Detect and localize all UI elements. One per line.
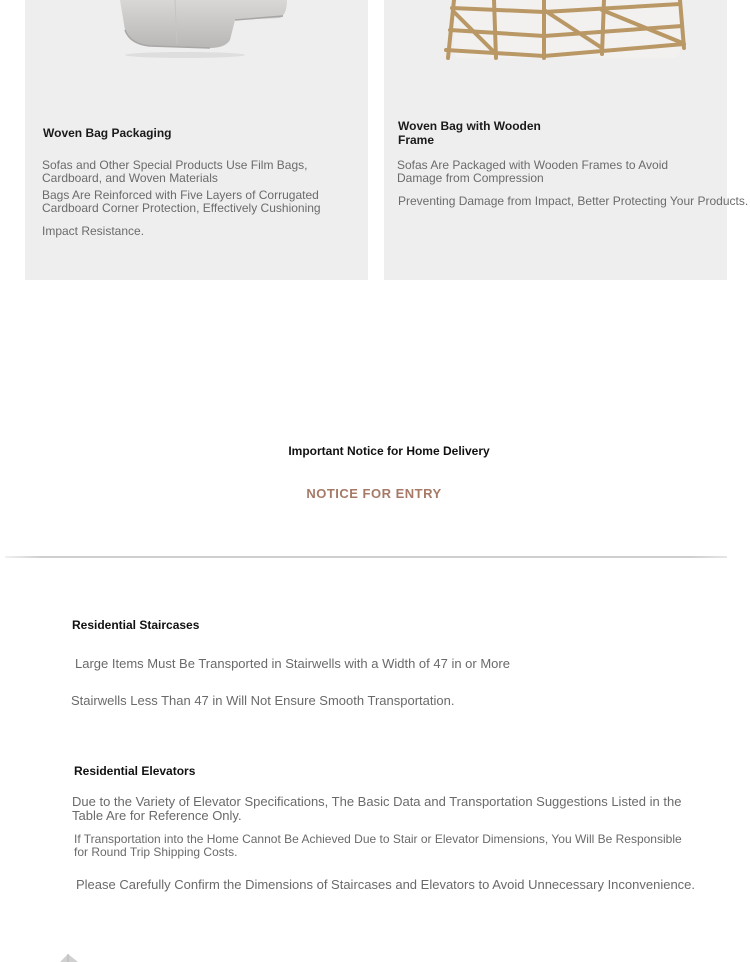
elevators-title: Residential Elevators	[74, 764, 196, 778]
card-text-1: Sofas Are Packaged with Wooden Frames to Avoid Damage from Compression	[397, 158, 669, 185]
product-card-wooden-frame	[384, 0, 727, 280]
notice-title: Important Notice for Home Delivery	[288, 444, 490, 458]
elevators-text-3: Please Carefully Confirm the Dimensions of Staircases and Elevators to Avoid Unnecessary Inconvenience.	[76, 877, 696, 892]
notice-subtitle: NOTICE FOR ENTRY	[306, 486, 442, 501]
wrapped-sofa-image	[25, 0, 368, 100]
elevators-text-2: If Transportation into the Home Cannot Be Achieved Due to Stair or Elevator Dimensions, You Will Be Responsible for Round Trip Shipping Costs.	[74, 832, 682, 859]
section-divider	[5, 556, 727, 558]
card-text-1: Sofas and Other Special Products Use Film Bags, Cardboard, and Woven Materials	[42, 158, 308, 185]
card-text-2: Preventing Damage from Impact, Better Protecting Your Products.	[398, 194, 749, 208]
staircases-text-2: Stairwells Less Than 47 in Will Not Ensure Smooth Transportation.	[71, 693, 455, 708]
corner-graphic-icon	[58, 952, 80, 962]
elevators-text-1: Due to the Variety of Elevator Specifications, The Basic Data and Transportation Suggestions Listed in the Table Are for Reference Only.	[72, 794, 682, 823]
card-text-3: Impact Resistance.	[42, 224, 145, 238]
product-card-woven-bag	[25, 0, 368, 280]
card-title: Woven Bag Packaging	[43, 126, 172, 140]
staircases-text-1: Large Items Must Be Transported in Stairwells with a Width of 47 in or More	[75, 656, 510, 671]
card-title: Woven Bag with Wooden Frame	[398, 119, 541, 147]
staircases-title: Residential Staircases	[72, 618, 200, 632]
wooden-frame-package-image	[384, 0, 727, 100]
card-text-2: Bags Are Reinforced with Five Layers of Corrugated Cardboard Corner Protection, Effectively Cushioning	[42, 188, 321, 215]
